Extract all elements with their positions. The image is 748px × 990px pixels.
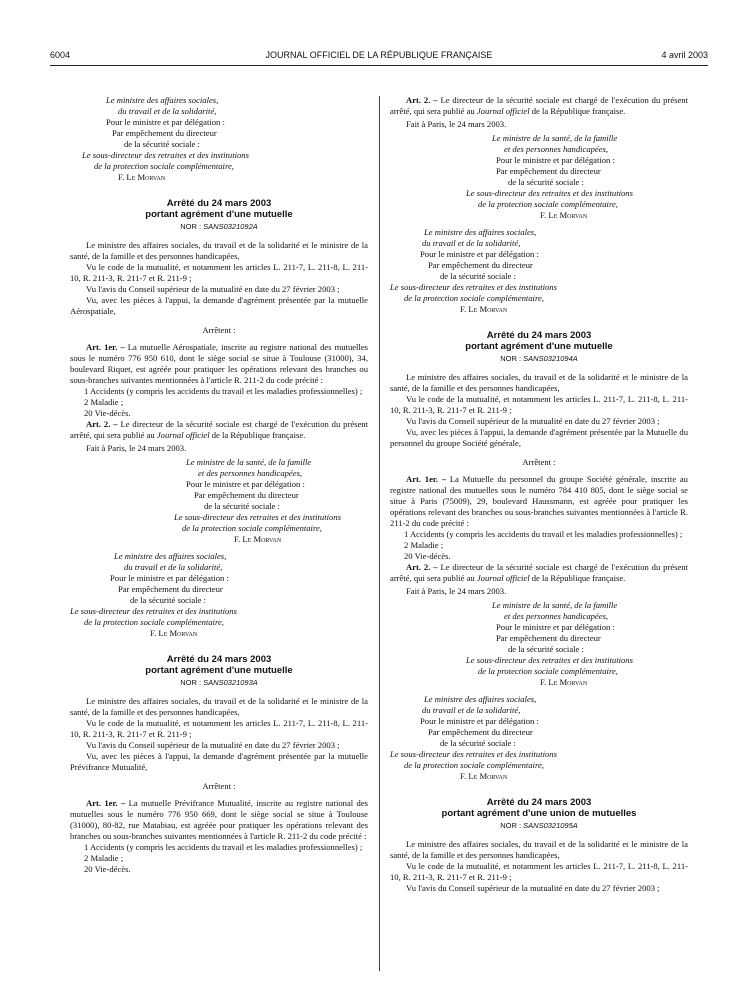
signature-line: de la protection sociale complémentaire, <box>404 760 544 770</box>
signature-line: de la sécurité sociale : <box>204 501 280 511</box>
signature-block <box>70 95 368 183</box>
signatory-name: F. Le Morvan <box>150 628 198 638</box>
signature-line: du travail et de la solidarité, <box>422 238 521 248</box>
article-2 <box>390 95 688 117</box>
arrete-subject: portant agrément d'une mutuelle <box>145 209 293 220</box>
journal-reference: Journal officiel <box>476 106 530 116</box>
signature-block <box>70 551 368 639</box>
signatory-name: F. Le Morvan <box>234 534 282 544</box>
right-column <box>390 95 688 894</box>
preamble-paragraph: Le ministre des affaires sociales, du travail et de la solidarité et le ministre de la santé, de la famille et des personnes handicapées, <box>390 372 688 393</box>
signature-block <box>390 694 688 782</box>
signature-block <box>390 600 688 688</box>
nor-code: SANS0321093A <box>203 678 258 687</box>
article-text: La Mutuelle du personnel du groupe Société générale, inscrite au registre national des mutuelles sous le numéro 784 410 805, dont le siège social se situe à Paris (75009), 29, boulevard Haussmann, est agréée pour pratiquer les opérations relevant des branches ou sous-branches suivantes mentionnées à l'article R. 211-2 du code précité : <box>390 474 688 528</box>
list-item: 20 Vie-décès. <box>84 408 131 418</box>
article-text: de la République française. <box>209 430 306 440</box>
signatory-name: F. Le Morvan <box>540 677 588 687</box>
article-text: Le directeur de la sécurité sociale est chargé de l'exécution du présent arrêté, qui sera publié au <box>390 95 688 116</box>
signatory-name: F. Le Morvan <box>118 172 166 182</box>
arrete-title <box>390 330 688 352</box>
signature-line: Le sous-directeur des retraites et des institutions <box>390 282 557 292</box>
nor-label: NOR : <box>180 222 202 231</box>
arrete-subject: portant agrément d'une union de mutuelles <box>441 808 637 819</box>
visa-paragraph: Vu le code de la mutualité, et notamment les articles L. 211-7, L. 211-8, L. 211-10, R. 211-3, R. 211-7 et R. 211-9 ; <box>390 394 688 415</box>
place-date-line: Fait à Paris, le 24 mars 2003. <box>86 443 187 453</box>
signature-line: de la sécurité sociale : <box>130 595 206 605</box>
list-item: 2 Maladie ; <box>404 540 444 550</box>
header-rule <box>50 65 708 66</box>
signature-line: du travail et de la solidarité, <box>422 705 521 715</box>
arrete-date: Arrêté du 24 mars 2003 <box>486 330 592 341</box>
branch-list <box>390 529 688 562</box>
signatory-name: F. Le Morvan <box>540 210 588 220</box>
visa-paragraph: Vu l'avis du Conseil supérieur de la mutualité en date du 27 février 2003 ; <box>86 284 340 294</box>
visa-paragraph: Vu le code de la mutualité, et notamment les articles L. 211-7, L. 211-8, L. 211-10, R. 211-3, R. 211-7 et R. 211-9 ; <box>390 861 688 882</box>
signature-line: Le sous-directeur des retraites et des institutions <box>466 188 633 198</box>
list-item: 2 Maladie ; <box>84 397 124 407</box>
signature-line: Le sous-directeur des retraites et des institutions <box>70 606 237 616</box>
signature-line: Le sous-directeur des retraites et des institutions <box>466 655 633 665</box>
nor-reference <box>390 821 688 831</box>
list-item: 1 Accidents (y compris les accidents du travail et les maladies professionnelles) ; <box>404 529 683 539</box>
signature-line: Par empêchement du directeur <box>428 727 533 737</box>
signature-line: de la protection sociale complémentaire, <box>478 199 618 209</box>
article-label: Art. 2. – <box>406 95 438 105</box>
arrete-date: Arrêté du 24 mars 2003 <box>166 198 272 209</box>
signature-line: Pour le ministre et par délégation : <box>106 117 225 127</box>
article-text: de la République française. <box>529 573 626 583</box>
signature-line: Par empêchement du directeur <box>112 128 217 138</box>
signature-line: et des personnes handicapées, <box>504 611 609 621</box>
signature-line: Le sous-directeur des retraites et des institutions <box>174 512 341 522</box>
list-item: 2 Maladie ; <box>84 853 124 863</box>
signature-line: Pour le ministre et par délégation : <box>110 573 229 583</box>
signature-line: Le sous-directeur des retraites et des institutions <box>390 749 557 759</box>
page-header <box>50 50 708 64</box>
arretent-label: Arrêtent : <box>202 325 236 335</box>
arretent-label: Arrêtent : <box>202 781 236 791</box>
signature-line: Le sous-directeur des retraites et des institutions <box>82 150 249 160</box>
signature-line: et des personnes handicapées, <box>198 468 303 478</box>
nor-reference <box>70 678 368 688</box>
nor-reference <box>390 354 688 364</box>
visa-paragraph: Vu, avec les pièces à l'appui, la demande d'agrément présentée par la mutuelle Aérospatiale, <box>70 295 368 316</box>
signature-line: Pour le ministre et par délégation : <box>420 249 539 259</box>
signature-block <box>390 227 688 315</box>
signature-line: Par empêchement du directeur <box>194 490 299 500</box>
arrete-title <box>390 797 688 819</box>
signature-line: Le ministre des affaires sociales, <box>424 227 537 237</box>
signature-line: Par empêchement du directeur <box>496 166 601 176</box>
visa-paragraph: Vu l'avis du Conseil supérieur de la mutualité en date du 27 février 2003 ; <box>406 416 660 426</box>
signature-line: du travail et de la solidarité, <box>124 562 223 572</box>
visa-paragraph: Vu le code de la mutualité, et notamment les articles L. 211-7, L. 211-8, L. 211-10, R. 211-3, R. 211-7 et R. 211-9 ; <box>70 262 368 283</box>
list-item: 20 Vie-décès. <box>84 864 131 874</box>
nor-reference <box>70 222 368 232</box>
signature-line: Le ministre des affaires sociales, <box>106 95 219 105</box>
visa-paragraph: Vu, avec les pièces à l'appui, la demande d'agrément présentée par la mutuelle Prévifrance Mutualité, <box>70 751 368 772</box>
signature-line: de la sécurité sociale : <box>508 177 584 187</box>
list-item: 1 Accidents (y compris les accidents du travail et les maladies professionnelles) ; <box>84 842 363 852</box>
signature-line: Le ministre des affaires sociales, <box>424 694 537 704</box>
left-column <box>70 95 368 875</box>
signature-line: de la protection sociale complémentaire, <box>404 293 544 303</box>
journal-reference: Journal officiel <box>476 573 530 583</box>
page-number: 6004 <box>50 50 71 60</box>
article-2 <box>70 419 368 441</box>
visa-paragraph: Vu, avec les pièces à l'appui, la demande d'agrément présentée par la Mutuelle du personnel du groupe Société générale, <box>390 427 688 448</box>
visa-paragraph: Vu l'avis du Conseil supérieur de la mutualité en date du 27 février 2003 ; <box>86 740 340 750</box>
article-text: de la République française. <box>529 106 626 116</box>
arrete-date: Arrêté du 24 mars 2003 <box>166 654 272 665</box>
arretent-label: Arrêtent : <box>522 457 556 467</box>
signature-line: de la protection sociale complémentaire, <box>94 161 234 171</box>
signature-line: Le ministre de la santé, de la famille <box>492 600 618 610</box>
preamble-paragraph: Le ministre des affaires sociales, du travail et de la solidarité et le ministre de la santé, de la famille et des personnes handicapées, <box>390 839 688 860</box>
journal-reference: Journal officiel <box>156 430 210 440</box>
article-2 <box>390 562 688 584</box>
signature-line: de la protection sociale complémentaire, <box>182 523 322 533</box>
signature-line: du travail et de la solidarité, <box>118 106 217 116</box>
signature-line: Le ministre de la santé, de la famille <box>186 457 312 467</box>
issue-date: 4 avril 2003 <box>661 50 708 60</box>
signature-line: de la sécurité sociale : <box>508 644 584 654</box>
nor-code: SANS0321094A <box>523 354 578 363</box>
signature-line: de la sécurité sociale : <box>124 139 200 149</box>
article-label: Art. 2. – <box>406 562 438 572</box>
article-label: Art. 1er. – <box>406 474 447 484</box>
article-1 <box>70 798 368 842</box>
signatory-name: F. Le Morvan <box>460 771 508 781</box>
visa-paragraph: Vu l'avis du Conseil supérieur de la mutualité en date du 27 février 2003 ; <box>406 883 660 893</box>
signature-line: Par empêchement du directeur <box>496 633 601 643</box>
signatory-name: F. Le Morvan <box>460 304 508 314</box>
article-1 <box>70 342 368 386</box>
nor-label: NOR : <box>500 821 522 830</box>
visa-paragraph: Vu le code de la mutualité, et notamment les articles L. 211-7, L. 211-8, L. 211-10, R. 211-3, R. 211-7 et R. 211-9 ; <box>70 718 368 739</box>
place-date-line: Fait à Paris, le 24 mars 2003. <box>406 119 507 129</box>
signature-line: de la protection sociale complémentaire, <box>84 617 224 627</box>
signature-line: Pour le ministre et par délégation : <box>496 622 615 632</box>
signature-line: Par empêchement du directeur <box>428 260 533 270</box>
signature-line: Pour le ministre et par délégation : <box>420 716 539 726</box>
signature-line: Le ministre de la santé, de la famille <box>492 133 618 143</box>
signature-line: de la sécurité sociale : <box>440 738 516 748</box>
arrete-date: Arrêté du 24 mars 2003 <box>486 797 592 808</box>
preamble-paragraph: Le ministre des affaires sociales, du travail et de la solidarité et le ministre de la santé, de la famille et des personnes handicapées, <box>70 696 368 717</box>
nor-label: NOR : <box>500 354 522 363</box>
column-divider <box>379 96 380 971</box>
branch-list <box>70 842 368 875</box>
arrete-subject: portant agrément d'une mutuelle <box>465 341 613 352</box>
article-label: Art. 2. – <box>86 419 118 429</box>
article-text: La mutuelle Prévifrance Mutualité, inscrite au registre national des mutuelles sous le numéro 776 950 669, dont le siège social se situe à Toulouse (31000), 80-82, rue Matabiau, est agréée pour pratiquer les opérations relevant des branches ou sous-branches suivantes mentionnées à l'article R. 211-2 du code précité : <box>70 798 368 841</box>
article-text: Le directeur de la sécurité sociale est chargé de l'exécution du présent arrêté, qui sera publié au <box>390 562 688 583</box>
nor-label: NOR : <box>180 678 202 687</box>
signature-line: Pour le ministre et par délégation : <box>186 479 305 489</box>
branch-list <box>70 386 368 419</box>
preamble-paragraph: Le ministre des affaires sociales, du travail et de la solidarité et le ministre de la santé, de la famille et des personnes handicapées, <box>70 240 368 261</box>
place-date-line: Fait à Paris, le 24 mars 2003. <box>406 586 507 596</box>
signature-line: de la protection sociale complémentaire, <box>478 666 618 676</box>
article-1 <box>390 474 688 529</box>
signature-line: de la sécurité sociale : <box>440 271 516 281</box>
article-label: Art. 1er. – <box>86 342 125 352</box>
article-text: Le directeur de la sécurité sociale est chargé de l'exécution du présent arrêté, qui sera publié au <box>70 419 368 440</box>
signature-line: Par empêchement du directeur <box>118 584 223 594</box>
signature-line: Pour le ministre et par délégation : <box>496 155 615 165</box>
signature-line: et des personnes handicapées, <box>504 144 609 154</box>
signature-block <box>70 457 368 545</box>
article-text: La mutuelle Aérospatiale, inscrite au registre national des mutuelles sous le numéro 776 950 610, dont le siège social se situe à Toulouse (31000), 34, boulevard Riquet, est agréée pour pratiquer les opérations relevant des branches ou sous-branches suivantes mentionnées à l'article R. 211-2 du code précité : <box>70 342 368 385</box>
arrete-title <box>70 654 368 676</box>
signature-line: Le ministre des affaires sociales, <box>114 551 227 561</box>
arrete-subject: portant agrément d'une mutuelle <box>145 665 293 676</box>
article-label: Art. 1er. – <box>86 798 126 808</box>
nor-code: SANS0321092A <box>203 222 258 231</box>
nor-code: SANS0321095A <box>523 821 578 830</box>
list-item: 20 Vie-décès. <box>404 551 451 561</box>
list-item: 1 Accidents (y compris les accidents du travail et les maladies professionnelles) ; <box>84 386 363 396</box>
signature-block <box>390 133 688 221</box>
journal-title: JOURNAL OFFICIEL DE LA RÉPUBLIQUE FRANÇAISE <box>265 50 493 60</box>
arrete-title <box>70 198 368 220</box>
